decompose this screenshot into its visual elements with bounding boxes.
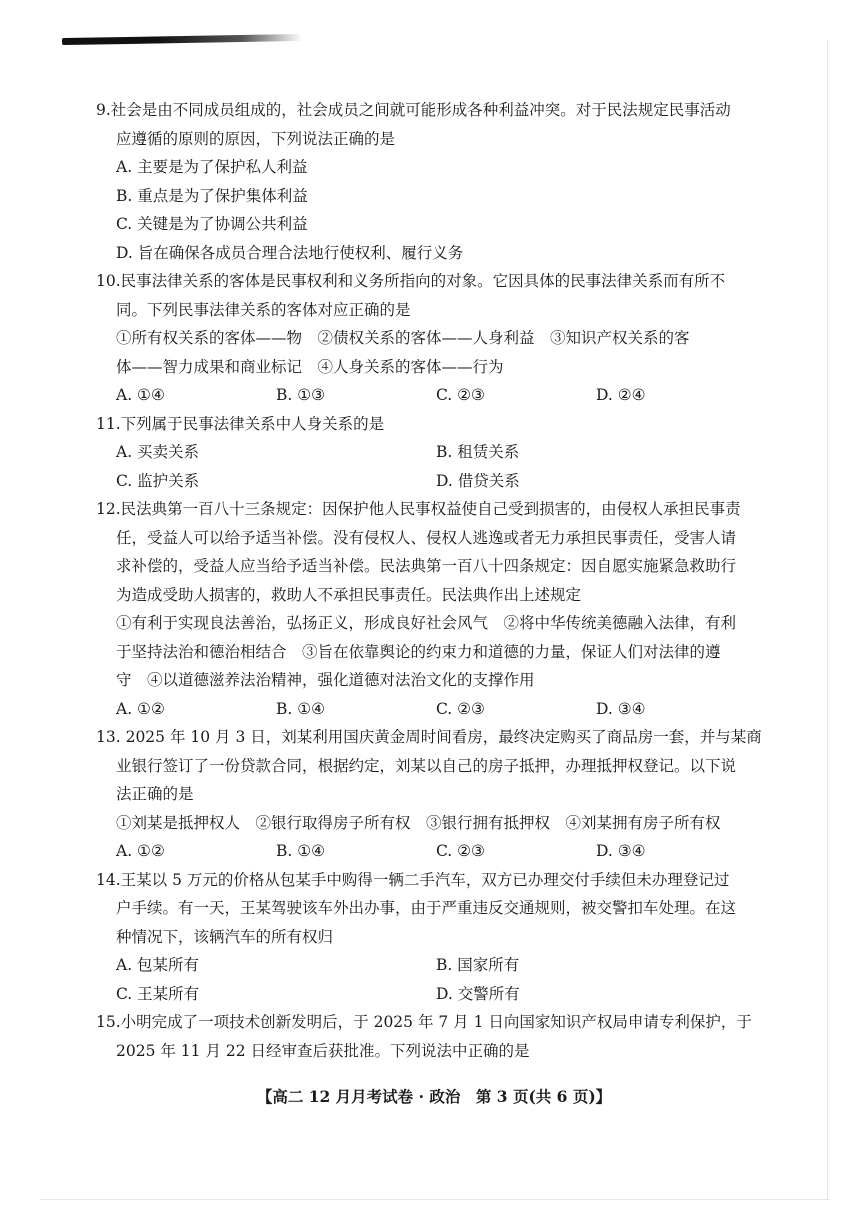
statement-line: ①有利于实现良法善治，弘扬正义，形成良好社会风气 ②将中华传统美德融入法律，有利: [116, 614, 737, 632]
option-d: D. ③④: [596, 699, 646, 718]
option-b: B. ①③: [276, 386, 326, 404]
option-d: D. 交警所有: [436, 984, 520, 1003]
option-a: A. ①②: [116, 842, 165, 860]
option-a: A. 主要是为了保护私人利益: [116, 158, 308, 176]
option-b: B. 租赁关系: [436, 443, 520, 461]
question-stem-line: 业银行签订了一份贷款合同，根据约定，刘某以自己的房子抵押，办理抵押权登记。以下说: [116, 756, 737, 775]
option-row: [96, 695, 756, 724]
scan-edge-line: [40, 1199, 830, 1200]
question-10: [96, 267, 756, 410]
question-stem-line: 13. 2025 年 10 月 3 日，刘某利用国庆黄金周时间看房，最终决定购买了商品房一套，并与某商: [96, 728, 762, 746]
option-d: D. 旨在确保各成员合理合法地行使权利、履行义务: [116, 243, 464, 262]
option-b: B. ①④: [276, 699, 326, 718]
option-a: A. ①②: [116, 699, 165, 718]
option-c: C. ②③: [436, 386, 485, 404]
question-stem-line: 应遵循的原则的原因，下列说法正确的是: [116, 129, 396, 148]
question-15: [96, 1008, 756, 1065]
question-stem-line: 15.小明完成了一项技术创新发明后，于 2025 年 7 月 1 日向国家知识产权局申请专利保护，于: [96, 1013, 752, 1031]
option-row: [96, 980, 756, 1009]
option-c: C. 监护关系: [116, 471, 200, 490]
scan-edge-line: [827, 40, 828, 1200]
question-stem-line: 法正确的是: [116, 785, 194, 803]
option-d: D. ②④: [596, 386, 646, 404]
question-stem-line: 求补偿的，受益人应当给予适当补偿。民法典第一百八十四条规定：因自愿实施紧急救助行: [116, 557, 737, 575]
question-stem-line: 12.民法典第一百八十三条规定：因保护他人民事权益使自己受到损害的，由侵权人承担民事责: [96, 500, 741, 518]
option-c: C. 关键是为了协调公共利益: [116, 215, 308, 233]
option-a: A. 包某所有: [116, 956, 200, 974]
option-b: B. 重点是为了保护集体利益: [116, 186, 308, 205]
question-stem-line: 为造成受助人损害的，救助人不承担民事责任。民法典作出上述规定: [116, 585, 582, 604]
question-stem-line: 户手续。有一天，王某驾驶该车外出办事，由于严重违反交通规则，被交警扣车处理。在这: [116, 899, 737, 917]
question-stem-line: 任，受益人可以给予适当补偿。没有侵权人、侵权人逃逸或者无力承担民事责任，受害人请: [116, 528, 737, 547]
exam-page-content: [96, 96, 762, 1065]
question-stem-line: 9.社会是由不同成员组成的，社会成员之间就可能形成各种利益冲突。对于民法规定民事活动: [96, 101, 731, 119]
question-stem-line: 种情况下，该辆汽车的所有权归: [116, 927, 334, 946]
option-c: C. ②③: [436, 699, 485, 718]
option-row: [96, 438, 756, 467]
question-12: [96, 495, 756, 723]
option-c: C. 王某所有: [116, 984, 200, 1003]
question-14: [96, 866, 756, 1009]
question-11: [96, 410, 756, 496]
option-a: A. 买卖关系: [116, 443, 200, 461]
statement-line: ①所有权关系的客体——物 ②债权关系的客体——人身利益 ③知识产权关系的客: [116, 329, 690, 347]
option-row: [96, 951, 756, 980]
question-stem-line: 2025 年 11 月 22 日经审查后获批准。下列说法中正确的是: [116, 1041, 530, 1060]
option-row: [96, 837, 756, 866]
question-13: [96, 723, 762, 866]
option-row: [96, 467, 756, 496]
question-stem-line: 同。下列民事法律关系的客体对应正确的是: [116, 300, 411, 319]
question-stem-line: 14.王某以 5 万元的价格从包某手中购得一辆二手汽车，双方已办理交付手续但未办理登记过: [96, 870, 730, 889]
option-b: B. 国家所有: [436, 956, 520, 974]
option-a: A. ①④: [116, 386, 165, 404]
question-stem-line: 11.下列属于民事法律关系中人身关系的是: [96, 414, 385, 433]
option-d: D. 借贷关系: [436, 471, 520, 490]
statement-line: 体——智力成果和商业标记 ④人身关系的客体——行为: [116, 357, 504, 376]
statement-line: 于坚持法治和德治相结合 ③旨在依靠舆论的约束力和道德的力量，保证人们对法律的遵: [116, 642, 721, 661]
question-9: [96, 96, 756, 267]
statement-line: 守 ④以道德滋养法治精神，强化道德对法治文化的支撑作用: [116, 671, 535, 689]
scan-artifact-mark: [62, 34, 302, 45]
question-stem-line: 10.民事法律关系的客体是民事权利和义务所指向的对象。它因具体的民事法律关系而有所不: [96, 272, 726, 290]
option-b: B. ①④: [276, 842, 326, 860]
option-c: C. ②③: [436, 842, 485, 860]
page-footer: 【高二 12 月月考试卷 · 政治 第 3 页(共 6 页)】: [256, 1087, 612, 1106]
statement-line: ①刘某是抵押权人 ②银行取得房子所有权 ③银行拥有抵押权 ④刘某拥有房子所有权: [116, 813, 721, 832]
option-d: D. ③④: [596, 842, 646, 860]
option-row: [96, 381, 756, 410]
